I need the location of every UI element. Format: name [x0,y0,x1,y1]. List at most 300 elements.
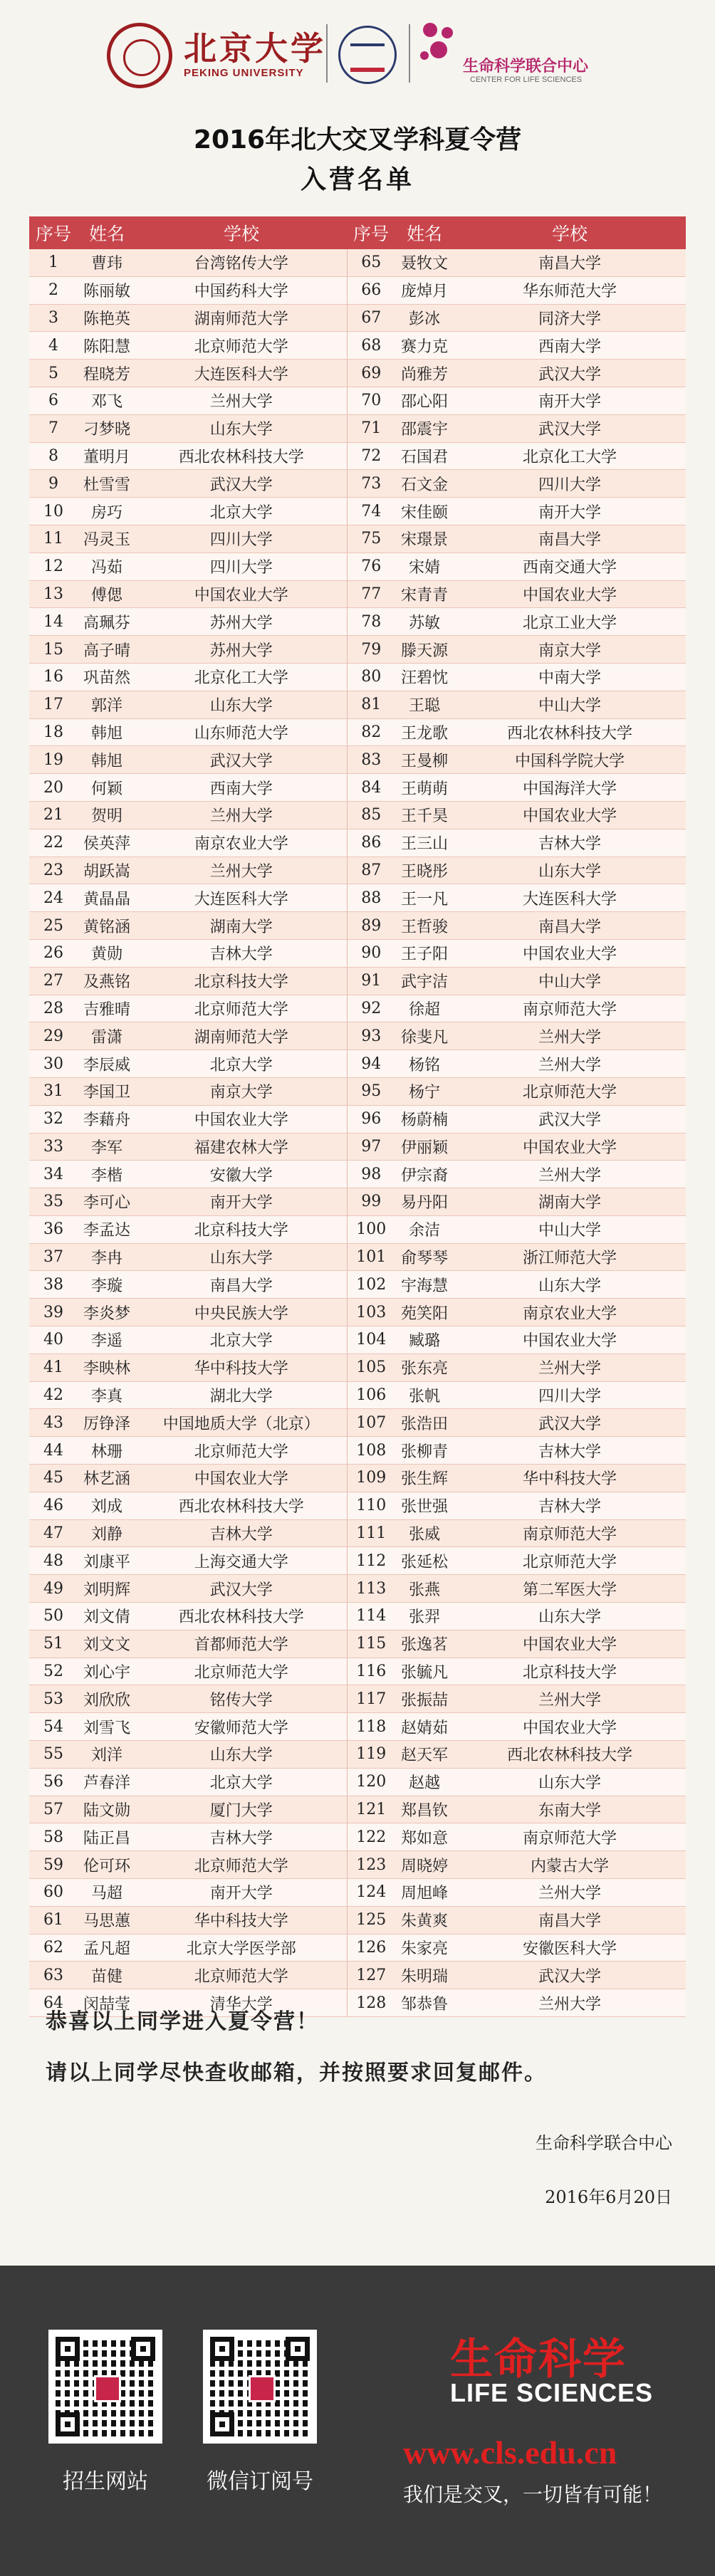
cell-school: 山东大学 [136,1243,347,1271]
cell-number: 118 [347,1713,395,1741]
cell-name: 张逸茗 [395,1630,454,1658]
cell-name: 伊宗裔 [395,1161,454,1188]
cell-name: 刘康平 [78,1547,136,1575]
cell-number: 77 [347,580,395,608]
cell-school: 中央民族大学 [136,1299,347,1326]
cell-number: 126 [347,1934,395,1962]
cell-number: 31 [29,1077,78,1105]
cell-name: 伊丽颖 [395,1133,454,1161]
cell-name: 王子阳 [395,939,454,967]
cell-name: 易丹阳 [395,1188,454,1216]
table-row [29,580,686,608]
cell-name: 聂牧文 [395,249,454,276]
cell-name: 彭冰 [395,304,454,332]
cell-name: 黄勋 [78,939,136,967]
cell-number: 16 [29,663,78,691]
pku-name-cn: 北京大学 [184,29,326,68]
cell-school: 北京师范大学 [136,1658,347,1685]
cell-school: 南昌大学 [136,1271,347,1299]
cell-school: 北京工业大学 [454,608,686,636]
cell-name: 马超 [78,1879,136,1907]
cell-name: 朱黄爽 [395,1906,454,1934]
cell-number: 63 [29,1962,78,1989]
cell-school: 北京师范大学 [136,1962,347,1989]
cell-number: 57 [29,1796,78,1823]
cell-number: 5 [29,360,78,387]
cell-number: 78 [347,608,395,636]
cell-name: 石国君 [395,442,454,470]
cell-name: 张燕 [395,1575,454,1603]
qr-code-wechat[interactable] [203,2330,317,2444]
cell-name: 赵天军 [395,1741,454,1769]
cell-school: 北京化工大学 [454,442,686,470]
cell-number: 99 [347,1188,395,1216]
table-row [29,1299,686,1326]
website-link[interactable]: www.cls.edu.cn [403,2434,617,2471]
cell-school: 西南交通大学 [454,553,686,580]
cell-number: 71 [347,414,395,442]
cell-name: 李可心 [78,1188,136,1216]
cell-number: 110 [347,1492,395,1519]
cell-school: 南京大学 [454,636,686,664]
cell-school: 中国农业大学 [454,939,686,967]
cell-name: 张东亮 [395,1354,454,1381]
cell-name: 尚雅芳 [395,360,454,387]
cell-number: 102 [347,1271,395,1299]
table-row [29,1465,686,1492]
cell-school: 中国科学院大学 [454,746,686,774]
cell-number: 21 [29,801,78,829]
table-row [29,746,686,774]
cell-school: 北京师范大学 [454,1077,686,1105]
cell-number: 75 [347,525,395,553]
cell-school: 北京化工大学 [136,663,347,691]
cell-school: 南昌大学 [454,525,686,553]
brand-slogan: 我们是交叉，一切皆有可能！ [403,2483,663,2506]
cell-number: 17 [29,691,78,718]
cell-number: 61 [29,1906,78,1934]
cell-number: 44 [29,1437,78,1465]
cell-school: 首都师范大学 [136,1630,347,1658]
cell-school: 台湾铭传大学 [136,249,347,276]
cell-number: 41 [29,1354,78,1381]
column-header: 学校 [136,216,347,249]
cell-number: 54 [29,1713,78,1741]
cell-school: 兰州大学 [454,1354,686,1381]
cell-name: 郑如意 [395,1823,454,1851]
cell-name: 张生辉 [395,1465,454,1492]
cell-school: 中国农业大学 [454,1326,686,1354]
cell-school: 湖南大学 [454,1188,686,1216]
cell-number: 89 [347,912,395,940]
table-row [29,442,686,470]
table-row [29,1133,686,1161]
brand-name-en: LIFE SCIENCES [450,2378,654,2407]
cell-name: 黄铭涵 [78,912,136,940]
table-row [29,553,686,580]
cell-name: 李军 [78,1133,136,1161]
cell-number: 13 [29,580,78,608]
cell-number: 62 [29,1934,78,1962]
cell-name: 闵喆莹 [78,1989,136,2017]
cell-school: 南京农业大学 [136,829,347,857]
cell-number: 40 [29,1326,78,1354]
cell-name: 刘明辉 [78,1575,136,1603]
cell-school: 山东大学 [136,414,347,442]
cell-number: 11 [29,525,78,553]
cell-name: 刘文倩 [78,1603,136,1630]
cell-school: 吉林大学 [454,829,686,857]
cell-school: 大连医科大学 [136,884,347,912]
cell-number: 103 [347,1299,395,1326]
table-row [29,1768,686,1796]
cell-school: 兰州大学 [454,1879,686,1907]
table-row [29,332,686,360]
cell-school: 湖南师范大学 [136,1022,347,1050]
cell-number: 69 [347,360,395,387]
cell-school: 华中科技大学 [136,1906,347,1934]
cell-school: 铭传大学 [136,1685,347,1713]
cell-name: 刘文文 [78,1630,136,1658]
cell-name: 陈艳英 [78,304,136,332]
table-body [29,249,686,2017]
cell-school: 中山大学 [454,691,686,718]
cell-school: 北京科技大学 [136,967,347,995]
cell-school: 吉林大学 [136,939,347,967]
congrats-message: 恭喜以上同学进入夏令营！ [46,2009,319,2034]
cell-number: 48 [29,1547,78,1575]
cell-name: 高珮芬 [78,608,136,636]
cell-name: 李璇 [78,1271,136,1299]
cell-name: 苏敏 [395,608,454,636]
cell-school: 武汉大学 [454,1409,686,1437]
cell-number: 8 [29,442,78,470]
cell-school: 吉林大学 [454,1492,686,1519]
cell-number: 6 [29,387,78,414]
cell-number: 83 [347,746,395,774]
cell-number: 26 [29,939,78,967]
cell-name: 张威 [395,1519,454,1547]
table-row [29,801,686,829]
cell-name: 赛力克 [395,332,454,360]
cell-name: 陈丽敏 [78,276,136,304]
cell-name: 张振喆 [395,1685,454,1713]
cell-name: 宇海慧 [395,1271,454,1299]
cell-name: 周旭峰 [395,1879,454,1907]
cell-name: 王一凡 [395,884,454,912]
table-row [29,1437,686,1465]
cell-school: 兰州大学 [454,1022,686,1050]
cell-number: 98 [347,1161,395,1188]
table-row [29,774,686,802]
cell-number: 46 [29,1492,78,1519]
table-row [29,470,686,498]
cell-name: 刘心宇 [78,1658,136,1685]
cell-number: 100 [347,1215,395,1243]
cell-name: 陈阳慧 [78,332,136,360]
table-row [29,1741,686,1769]
cell-school: 湖北大学 [136,1381,347,1409]
table-row [29,304,686,332]
cell-school: 中国海洋大学 [454,774,686,802]
cell-name: 王三山 [395,829,454,857]
cell-number: 93 [347,1022,395,1050]
cell-school: 大连医科大学 [136,360,347,387]
cell-school: 北京师范大学 [136,332,347,360]
cell-school: 北京科技大学 [454,1658,686,1685]
cell-name: 马思蕙 [78,1906,136,1934]
cell-number: 91 [347,967,395,995]
cell-school: 上海交通大学 [136,1547,347,1575]
cell-name: 汪碧忱 [395,663,454,691]
cell-name: 张柳青 [395,1437,454,1465]
cell-name: 徐超 [395,995,454,1022]
table-row [29,1519,686,1547]
cell-school: 兰州大学 [454,1161,686,1188]
table-row [29,1713,686,1741]
cell-name: 张帆 [395,1381,454,1409]
cell-number: 109 [347,1465,395,1492]
cell-school: 北京大学医学部 [136,1934,347,1962]
cell-school: 南京大学 [136,1077,347,1105]
cell-name: 房巧 [78,498,136,525]
cell-number: 49 [29,1575,78,1603]
cell-number: 85 [347,801,395,829]
cell-number: 106 [347,1381,395,1409]
cell-school: 福建农林大学 [136,1133,347,1161]
cell-number: 56 [29,1768,78,1796]
cell-school: 大连医科大学 [454,884,686,912]
cell-school: 中国药科大学 [136,276,347,304]
table-row [29,912,686,940]
cell-number: 122 [347,1823,395,1851]
cell-name: 李藉舟 [78,1105,136,1133]
cell-school: 中国农业大学 [454,801,686,829]
cell-number: 68 [347,332,395,360]
table-row [29,525,686,553]
cell-school: 北京大学 [136,1768,347,1796]
cell-school: 第二军医大学 [454,1575,686,1603]
cell-school: 北京大学 [136,498,347,525]
qr-code-website[interactable] [48,2330,162,2444]
cell-number: 43 [29,1409,78,1437]
cell-school: 北京大学 [136,1050,347,1078]
table-row [29,1879,686,1907]
cell-name: 王聪 [395,691,454,718]
table-row [29,1962,686,1989]
cell-number: 79 [347,636,395,664]
cell-number: 86 [347,829,395,857]
cell-school: 南昌大学 [454,912,686,940]
cell-number: 39 [29,1299,78,1326]
cell-number: 59 [29,1851,78,1879]
cell-name: 刁梦晓 [78,414,136,442]
cell-name: 朱明瑞 [395,1962,454,1989]
cell-number: 88 [347,884,395,912]
cell-school: 兰州大学 [136,857,347,884]
cell-name: 李国卫 [78,1077,136,1105]
cell-name: 董明月 [78,442,136,470]
cell-school: 兰州大学 [136,387,347,414]
table-row [29,1547,686,1575]
cell-number: 127 [347,1962,395,1989]
cell-number: 97 [347,1133,395,1161]
cell-school: 南京师范大学 [454,1823,686,1851]
cell-name: 程晓芳 [78,360,136,387]
cell-number: 55 [29,1741,78,1769]
cell-name: 邵心阳 [395,387,454,414]
cell-school: 华东师范大学 [454,276,686,304]
cell-number: 124 [347,1879,395,1907]
cell-school: 华中科技大学 [454,1465,686,1492]
header-divider [326,24,328,83]
table-row [29,1685,686,1713]
footer-banner [0,2266,715,2576]
cell-school: 南京师范大学 [454,995,686,1022]
cell-number: 58 [29,1823,78,1851]
cell-number: 128 [347,1989,395,2017]
cell-school: 西南大学 [136,774,347,802]
cell-number: 25 [29,912,78,940]
cell-name: 孟凡超 [78,1934,136,1962]
table-row [29,691,686,718]
table-row [29,967,686,995]
cell-number: 111 [347,1519,395,1547]
cell-number: 112 [347,1547,395,1575]
cell-school: 山东大学 [454,1271,686,1299]
cell-school: 山东大学 [136,1741,347,1769]
cell-number: 81 [347,691,395,718]
cell-name: 庞焯月 [395,276,454,304]
table-row [29,663,686,691]
pku-name-en: PEKING UNIVERSITY [184,67,304,79]
cell-name: 张毓凡 [395,1658,454,1685]
cell-number: 121 [347,1796,395,1823]
cell-number: 50 [29,1603,78,1630]
cell-number: 60 [29,1879,78,1907]
cell-name: 朱家亮 [395,1934,454,1962]
cell-name: 李炎梦 [78,1299,136,1326]
cell-number: 87 [347,857,395,884]
cell-number: 33 [29,1133,78,1161]
cell-name: 李遥 [78,1326,136,1354]
table-row [29,1630,686,1658]
cell-school: 北京师范大学 [136,1851,347,1879]
table-row [29,1492,686,1519]
table-row [29,1354,686,1381]
cell-name: 王千昊 [395,801,454,829]
cell-school: 东南大学 [454,1796,686,1823]
cell-name: 刘静 [78,1519,136,1547]
cell-number: 38 [29,1271,78,1299]
cell-number: 119 [347,1741,395,1769]
cell-number: 3 [29,304,78,332]
cell-number: 113 [347,1575,395,1603]
table-row [29,1796,686,1823]
brand-name-cn: 生命科学 [450,2335,627,2384]
cell-number: 123 [347,1851,395,1879]
cell-number: 35 [29,1188,78,1216]
cell-school: 四川大学 [136,525,347,553]
cell-name: 巩苗然 [78,663,136,691]
cell-name: 滕天源 [395,636,454,664]
cell-name: 刘成 [78,1492,136,1519]
cell-number: 45 [29,1465,78,1492]
cell-name: 傅偲 [78,580,136,608]
column-header: 学校 [454,216,686,249]
cell-number: 66 [347,276,395,304]
cell-name: 刘雪飞 [78,1713,136,1741]
cell-number: 82 [347,718,395,746]
cell-school: 武汉大学 [136,746,347,774]
cell-number: 114 [347,1603,395,1630]
cell-school: 南开大学 [454,387,686,414]
cell-number: 4 [29,332,78,360]
cell-name: 赵婧茹 [395,1713,454,1741]
cell-school: 安徽大学 [136,1161,347,1188]
table-row [29,636,686,664]
cell-name: 李辰威 [78,1050,136,1078]
cell-number: 125 [347,1906,395,1934]
cell-school: 华中科技大学 [136,1354,347,1381]
cell-name: 臧璐 [395,1326,454,1354]
column-header: 序号 [347,216,395,249]
pku-wordmark [184,30,326,79]
cell-school: 南昌大学 [454,249,686,276]
cell-school: 兰州大学 [454,1050,686,1078]
cell-name: 王哲骏 [395,912,454,940]
cell-school: 北京大学 [136,1326,347,1354]
cell-school: 兰州大学 [454,1685,686,1713]
table-row [29,939,686,967]
cell-name: 贺明 [78,801,136,829]
cell-name: 张羿 [395,1603,454,1630]
table-row [29,1050,686,1078]
cls-name-cn: 生命科学联合中心 [463,58,589,75]
cell-school: 中山大学 [454,1215,686,1243]
table-row [29,1077,686,1105]
cell-school: 中山大学 [454,967,686,995]
cell-number: 73 [347,470,395,498]
cell-number: 95 [347,1077,395,1105]
cell-school: 四川大学 [136,553,347,580]
cell-name: 杜雪雪 [78,470,136,498]
table-row [29,608,686,636]
cell-name: 杨铭 [395,1050,454,1078]
cell-number: 92 [347,995,395,1022]
cell-name: 郑昌钦 [395,1796,454,1823]
cell-number: 9 [29,470,78,498]
cell-name: 苑笑阳 [395,1299,454,1326]
table-row [29,498,686,525]
cell-number: 80 [347,663,395,691]
cell-name: 李楷 [78,1161,136,1188]
table-row [29,829,686,857]
cell-name: 高子晴 [78,636,136,664]
cell-name: 李孟达 [78,1215,136,1243]
cell-number: 20 [29,774,78,802]
cell-number: 24 [29,884,78,912]
cell-number: 90 [347,939,395,967]
qr-code-icon [56,2337,155,2436]
cell-name: 宋婧 [395,553,454,580]
cell-name: 王曼柳 [395,746,454,774]
cell-school: 内蒙古大学 [454,1851,686,1879]
cell-school: 武汉大学 [454,414,686,442]
cell-school: 南京农业大学 [454,1299,686,1326]
cell-number: 2 [29,276,78,304]
table-row [29,249,686,276]
